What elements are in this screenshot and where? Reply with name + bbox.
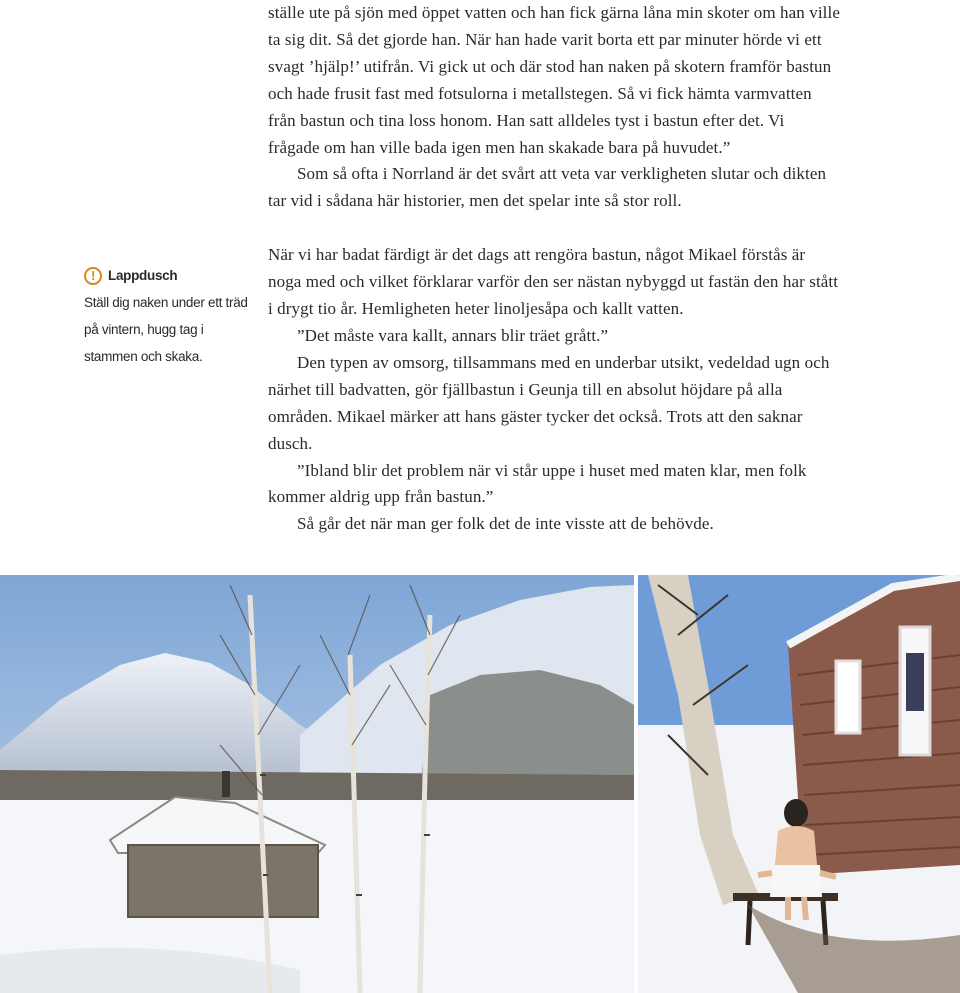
tip-box	[84, 262, 249, 370]
photo-sauna-bather	[638, 575, 960, 993]
photo-mountain-sauna	[0, 575, 634, 993]
article-body	[268, 0, 840, 538]
tip-heading	[84, 262, 249, 289]
exclamation-icon: !	[84, 267, 102, 285]
paragraph-4: ”Det måste vara kallt, annars blir träet grått.”	[297, 325, 609, 345]
paragraph-1: ställe ute på sjön med öppet vatten och han fick gärna låna min skoter om han ville ta sig dit. Så det gjorde han. När han hade varit borta ett par minuter hörde vi ett svagt ’hjälp!’ utifrån. Vi gick ut och där stod han naken på skotern framför bastun och hade frusit fast med fotsulorna i metallstegen. Så vi fick hämta varmvatten från bastun och tina loss honom. Han satt alldeles tyst i bastun efter det. Vi frågade om han ville bada igen men han skakade bara på huvudet.”	[268, 3, 840, 157]
tip-body: Ställ dig naken under ett träd på vintern, hugg tag i stammen och skaka.	[84, 295, 248, 364]
paragraph-2: Som så ofta i Norrland är det svårt att veta var verkligheten slutar och dikten tar vid i sådana här historier, men det spelar inte så stor roll.	[268, 164, 827, 211]
paragraph-5: Den typen av omsorg, tillsammans med en underbar utsikt, vedeldad ugn och närhet till badvatten, gör fjällbastun i Geunja till en absolut höjdare på alla områden. Mikael märker att hans gäster tycker det också. Trots att den saknar dusch.	[268, 352, 830, 453]
paragraph-3: När vi har badat färdigt är det dags att rengöra bastun, något Mikael förstås är noga med och vilket förklarar varför den ser nästan nybyggd ut fastän den har stått i drygt tio år. Hemligheten heter linoljesåpa och kallt vatten.	[268, 245, 839, 319]
tip-title: Lappdusch	[108, 268, 178, 283]
paragraph-7: Så går det när man ger folk det de inte visste att de behövde.	[297, 514, 714, 534]
paragraph-6: ”Ibland blir det problem när vi står uppe i huset med maten klar, men folk kommer aldrig upp från bastun.”	[268, 460, 807, 507]
